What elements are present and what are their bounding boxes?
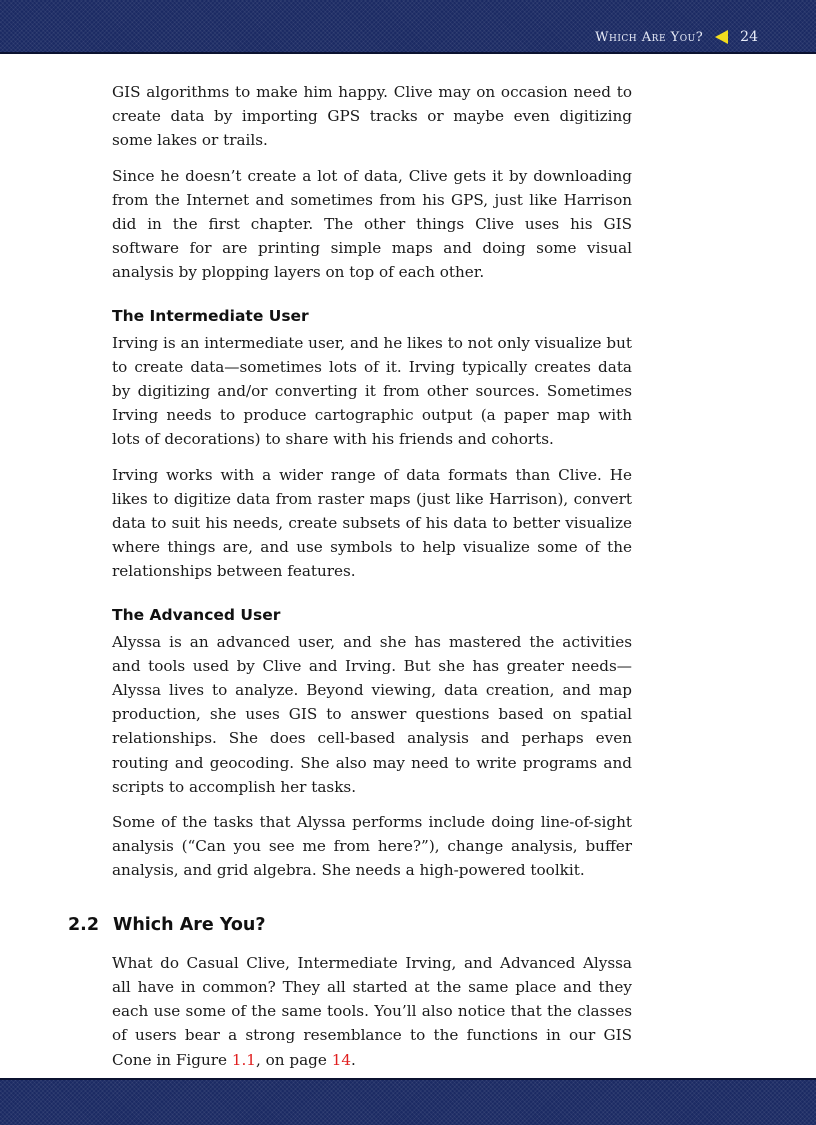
paragraph: Some of the tasks that Alyssa performs include doing line-of-sight analysis (“Can you see me from here?”), change analysis, buffer analysis, and grid algebra. She needs a high-powered toolkit. (112, 813, 632, 880)
paragraph: GIS algorithms to make him happy. Clive may on occasion need to create data by importing GPS tracks or maybe even digitizing some lakes or trails. (112, 83, 632, 150)
running-head (595, 29, 758, 45)
footer-band (0, 1078, 816, 1125)
page-link[interactable]: 14 (331, 1050, 352, 1069)
triangle-marker-icon (715, 30, 728, 44)
page-number: 24 (740, 29, 758, 45)
paragraph: Irving works with a wider range of data formats than Clive. He likes to digitize data from raster maps (just like Harrison), convert data to suit his needs, create subsets of his data to better visualize where things are, and use symbols to help visualize some of the relationships between features. (112, 465, 632, 581)
paragraph (112, 951, 632, 1072)
paragraph-text: , on page (255, 1050, 332, 1069)
running-title: Which Are You? (595, 29, 704, 45)
paragraph: Irving is an intermediate user, and he likes to not only visualize but to create data—sometimes lots of it. Irving typically creates data by digitizing and/or converting it from other sources. Sometimes Irving needs to produce cartographic output (a paper map with lots of decorations) to share with his friends and cohorts. (112, 333, 632, 449)
subsection-heading: The Intermediate User (112, 306, 309, 325)
section-title: Which Are You? (113, 914, 266, 935)
header-band (0, 0, 816, 54)
section-heading (68, 915, 632, 935)
subsection-heading: The Advanced User (112, 605, 281, 624)
page-content (68, 80, 632, 1083)
paragraph: Alyssa is an advanced user, and she has mastered the activities and tools used by Clive and Irving. But she has greater needs—Alyssa lives to analyze. Beyond viewing, data creation, and map production, she uses GIS to answer questions based on spatial relationships. She does cell-based analysis and perhaps even routing and geocoding. She also may need to write programs and scripts to accomplish her tasks. (112, 632, 632, 796)
section-number: 2.2 (68, 914, 100, 935)
paragraph-text: What do Casual Clive, Intermediate Irving, and Advanced Alyssa all have in common? They all started at the same place and they each use some of the same tools. You’ll also notice that the classes of users bear a strong resemblance to the functions in our GIS Cone in Figure (112, 953, 632, 1069)
figure-link[interactable]: 1.1 (231, 1050, 256, 1069)
paragraph-text: . (351, 1050, 356, 1069)
paragraph: Since he doesn’t create a lot of data, Clive gets it by downloading from the Internet and sometimes from his GPS, just like Harrison did in the first chapter. The other things Clive uses his GIS software for are printing simple maps and doing some visual analysis by plopping layers on top of each other. (112, 166, 632, 282)
